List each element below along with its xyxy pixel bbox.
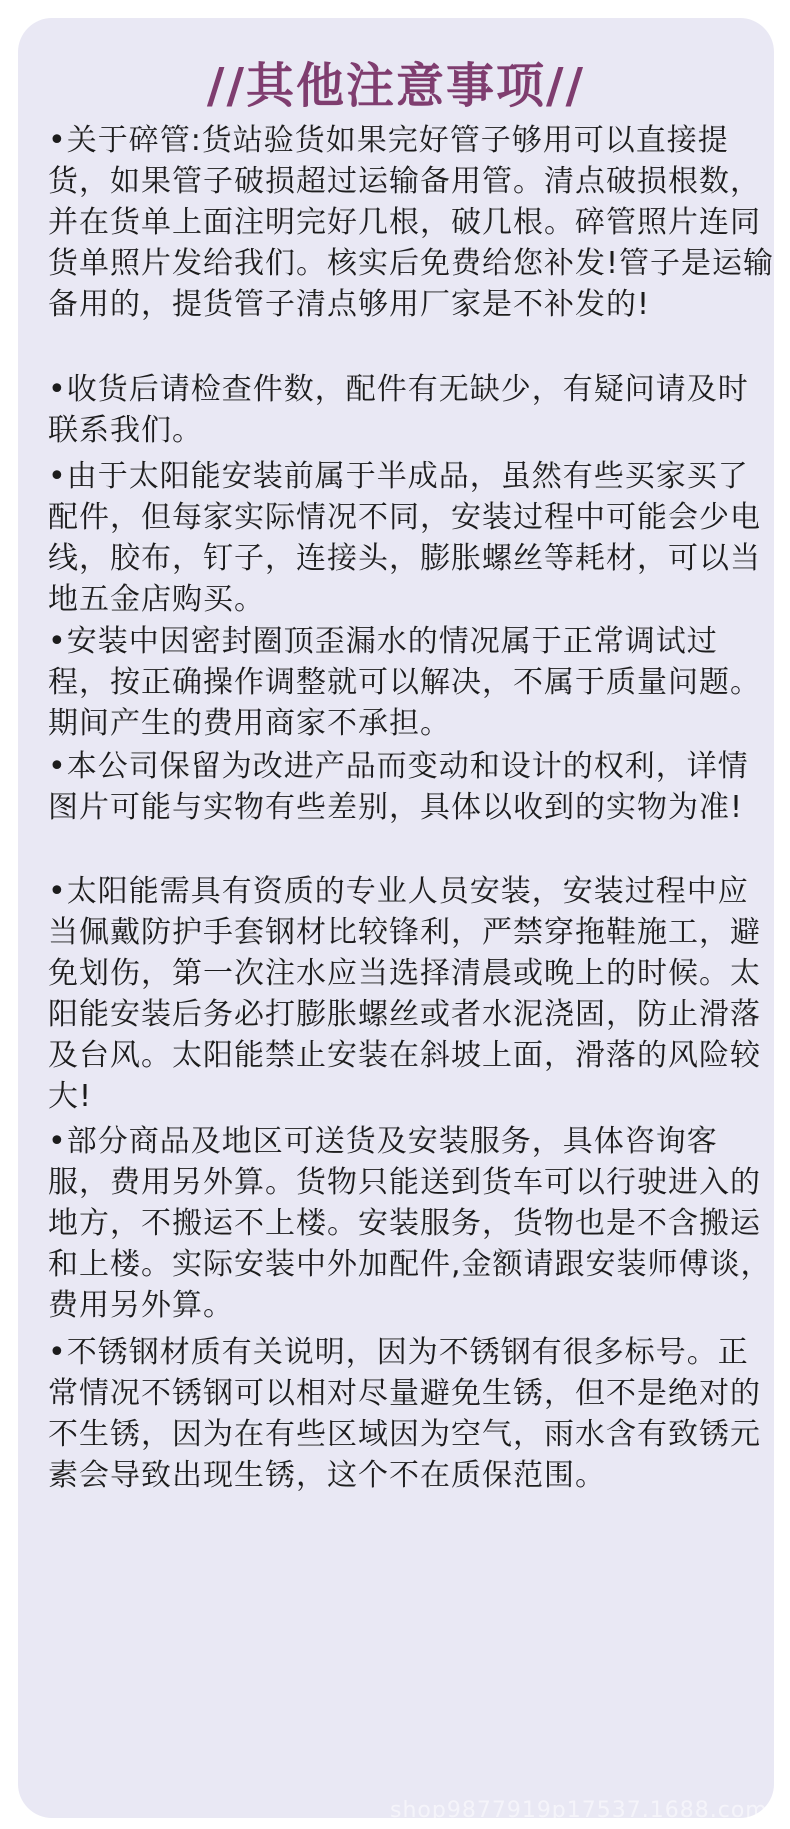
bullet-icon: •	[48, 749, 67, 784]
watermark: shop9877919p17537.1688.com	[390, 1798, 768, 1823]
notice-item-product-changes	[48, 746, 776, 828]
notice-item-text: 关于碎管:货站验货如果完好管子够用可以直接提货，如果管子破损超过运输备用管。清点破损根数，并在货单上面注明完好几根，破几根。碎管照片连同货单照片发给我们。核实后免费给您补发!管子是运输备用的，提货管子清点够用厂家是不补发的!	[48, 123, 775, 322]
notice-item-text: 本公司保留为改进产品而变动和设计的权利，详情图片可能与实物有些差别，具体以收到的实物为准!	[48, 749, 749, 825]
bullet-icon: •	[48, 1335, 67, 1370]
bullet-icon: •	[48, 1124, 67, 1159]
bullet-icon: •	[48, 624, 67, 659]
notice-item-text: 不锈钢材质有关说明，因为不锈钢有很多标号。正常情况不锈钢可以相对尽量避免生锈，但不是绝对的不生锈，因为在有些区域因为空气，雨水含有致锈元素会导致出现生锈，这个不在质保范围。	[48, 1335, 761, 1493]
notice-item-text: 太阳能需具有资质的专业人员安装，安装过程中应当佩戴防护手套钢材比较锋利，严禁穿拖鞋施工，避免划伤，第一次注水应当选择清晨或晚上的时候。太阳能安装后务必打膨胀螺丝或者水泥浇固，防止滑落及台风。太阳能禁止安装在斜坡上面，滑落的风险较大!	[48, 874, 761, 1114]
bullet-icon: •	[48, 459, 67, 494]
notice-item-delivery-service	[48, 1121, 776, 1326]
notice-item-broken-tubes	[48, 120, 776, 325]
notice-item-text: 收货后请检查件数，配件有无缺少，有疑问请及时联系我们。	[48, 372, 749, 448]
bullet-icon: •	[48, 372, 67, 407]
notice-item-text: 由于太阳能安装前属于半成品，虽然有些买家买了配件，但每家实际情况不同，安装过程中可能会少电线，胶布，钉子，连接头，膨胀螺丝等耗材，可以当地五金店购买。	[48, 459, 761, 617]
notice-item-text: 安装中因密封圈顶歪漏水的情况属于正常调试过程，按正确操作调整就可以解决，不属于质量问题。期间产生的费用商家不承担。	[48, 624, 761, 741]
notice-item-consumables	[48, 456, 776, 620]
bullet-icon: •	[48, 874, 67, 909]
notice-item-installation-safety	[48, 871, 776, 1117]
notice-item-seal-leak	[48, 621, 776, 744]
page-title: //其他注意事项//	[206, 58, 586, 114]
notice-item-check-parcels	[48, 369, 776, 451]
notice-item-text: 部分商品及地区可送货及安装服务，具体咨询客服，费用另外算。货物只能送到货车可以行驶进入的地方，不搬运不上楼。安装服务，货物也是不含搬运和上楼。实际安装中外加配件,金额请跟安装师傅谈，费用另外算。	[48, 1124, 772, 1323]
notice-card	[18, 18, 774, 1818]
bullet-icon: •	[48, 123, 67, 158]
notice-item-stainless-steel	[48, 1332, 776, 1496]
